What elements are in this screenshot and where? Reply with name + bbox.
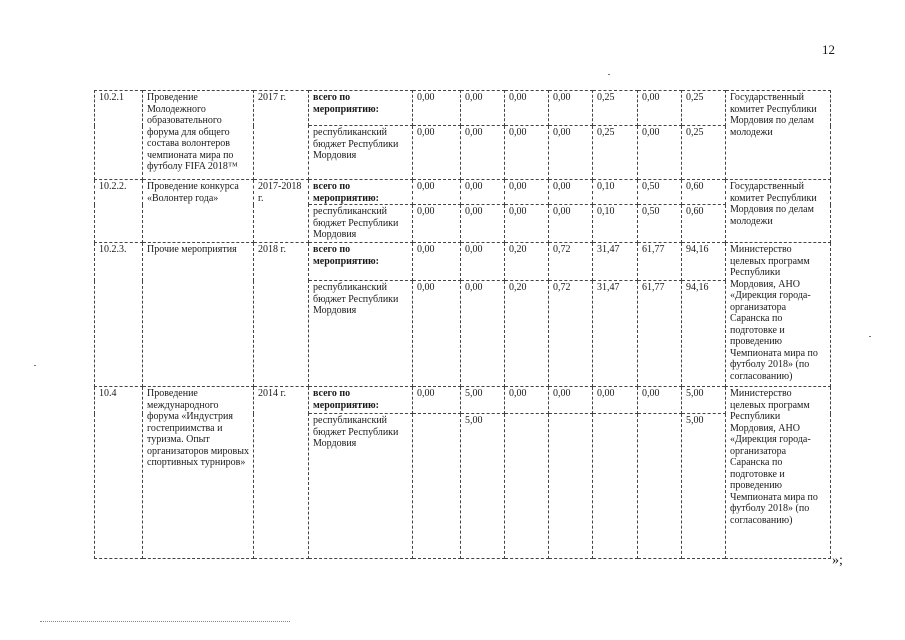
value-cell: 0,20	[505, 243, 549, 281]
value-cell: 94,16	[682, 281, 726, 387]
scan-artifact-line	[40, 621, 290, 622]
value-cell: 0,25	[682, 126, 726, 180]
value-cell: 0,00	[638, 91, 682, 126]
item-number: 10.2.1	[95, 91, 143, 180]
item-period: 2014 г.	[254, 387, 309, 559]
value-cell: 0,25	[593, 126, 638, 180]
value-cell: 5,00	[682, 414, 726, 559]
table-row	[95, 387, 831, 414]
item-name: Проведение Молодежного образовательного форума для общего состава волонтеров чемпионата мира по футболу FIFA 2018™	[143, 91, 254, 180]
item-name: Прочие мероприятия	[143, 243, 254, 387]
value-cell	[413, 414, 461, 559]
value-cell: 0,50	[638, 180, 682, 205]
table-row	[95, 91, 831, 126]
value-cell	[593, 414, 638, 559]
page-number: 12	[822, 42, 835, 57]
value-cell: 5,00	[461, 414, 505, 559]
value-cell: 0,00	[461, 243, 505, 281]
item-period: 2017 г.	[254, 91, 309, 180]
responsible-org: Государственный комитет Республики Мордовия по делам молодежи	[726, 91, 831, 180]
value-cell: 61,77	[638, 243, 682, 281]
budget-label: республиканский бюджет Республики Мордовия	[309, 414, 413, 559]
value-cell: 0,60	[682, 205, 726, 243]
value-cell: 0,00	[505, 180, 549, 205]
value-cell: 0,72	[549, 243, 593, 281]
item-period: 2017-2018 г.	[254, 180, 309, 243]
responsible-org: Государственный комитет Республики Мордовия по делам молодежи	[726, 180, 831, 243]
responsible-org: Министерство целевых программ Республики Мордовия, АНО «Дирекция города-организатора Саранска по подготовке и проведению Чемпионата мира по футболу 2018» (по согласованию)	[726, 243, 831, 387]
table-row	[95, 180, 831, 205]
total-label: всего по мероприятию:	[309, 91, 413, 126]
value-cell: 0,00	[413, 205, 461, 243]
value-cell: 0,00	[593, 387, 638, 414]
value-cell: 0,50	[638, 205, 682, 243]
budget-table	[94, 90, 831, 559]
item-period: 2018 г.	[254, 243, 309, 387]
value-cell: 0,00	[413, 281, 461, 387]
value-cell: 0,60	[682, 180, 726, 205]
value-cell	[549, 414, 593, 559]
total-label: всего по мероприятию:	[309, 180, 413, 205]
value-cell	[505, 414, 549, 559]
value-cell: 31,47	[593, 243, 638, 281]
value-cell: 0,00	[461, 91, 505, 126]
total-label: всего по мероприятию:	[309, 243, 413, 281]
value-cell: 5,00	[461, 387, 505, 414]
item-number: 10.2.3.	[95, 243, 143, 387]
closing-mark: »;	[832, 553, 843, 568]
value-cell: 31,47	[593, 281, 638, 387]
value-cell: 94,16	[682, 243, 726, 281]
value-cell: 0,00	[549, 91, 593, 126]
value-cell: 0,10	[593, 180, 638, 205]
value-cell: 0,00	[638, 387, 682, 414]
value-cell	[638, 414, 682, 559]
item-number: 10.2.2.	[95, 180, 143, 243]
item-number: 10.4	[95, 387, 143, 559]
value-cell: 0,72	[549, 281, 593, 387]
value-cell: 0,00	[638, 126, 682, 180]
scan-speck	[34, 365, 36, 366]
table-row	[95, 243, 831, 281]
scan-speck	[869, 336, 871, 337]
budget-label: республиканский бюджет Республики Мордовия	[309, 281, 413, 387]
value-cell: 0,25	[593, 91, 638, 126]
value-cell: 0,00	[505, 91, 549, 126]
value-cell: 0,00	[461, 205, 505, 243]
value-cell: 0,10	[593, 205, 638, 243]
value-cell: 0,00	[413, 387, 461, 414]
scan-speck	[608, 74, 610, 75]
value-cell: 0,00	[413, 243, 461, 281]
value-cell: 0,00	[549, 387, 593, 414]
budget-label: республиканский бюджет Республики Мордовия	[309, 205, 413, 243]
value-cell: 0,00	[461, 126, 505, 180]
value-cell: 0,00	[461, 281, 505, 387]
value-cell: 0,00	[505, 205, 549, 243]
value-cell: 0,00	[413, 126, 461, 180]
budget-label: республиканский бюджет Республики Мордовия	[309, 126, 413, 180]
value-cell: 0,00	[461, 180, 505, 205]
value-cell: 0,25	[682, 91, 726, 126]
value-cell: 0,00	[549, 205, 593, 243]
value-cell: 0,00	[413, 180, 461, 205]
value-cell: 0,00	[505, 387, 549, 414]
item-name: Проведение конкурса «Волонтер года»	[143, 180, 254, 243]
value-cell: 0,20	[505, 281, 549, 387]
value-cell: 0,00	[505, 126, 549, 180]
value-cell: 0,00	[413, 91, 461, 126]
value-cell: 0,00	[549, 180, 593, 205]
responsible-org: Министерство целевых программ Республики Мордовия, АНО «Дирекция города-организатора Саранска по подготовке и проведению Чемпионата мира по футболу 2018» (по согласованию)	[726, 387, 831, 559]
item-name: Проведение международного форума «Индустрия гостеприимства и туризма. Опыт организаторов мировых спортивных турниров»	[143, 387, 254, 559]
value-cell: 0,00	[549, 126, 593, 180]
total-label: всего по мероприятию:	[309, 387, 413, 414]
value-cell: 5,00	[682, 387, 726, 414]
value-cell: 61,77	[638, 281, 682, 387]
